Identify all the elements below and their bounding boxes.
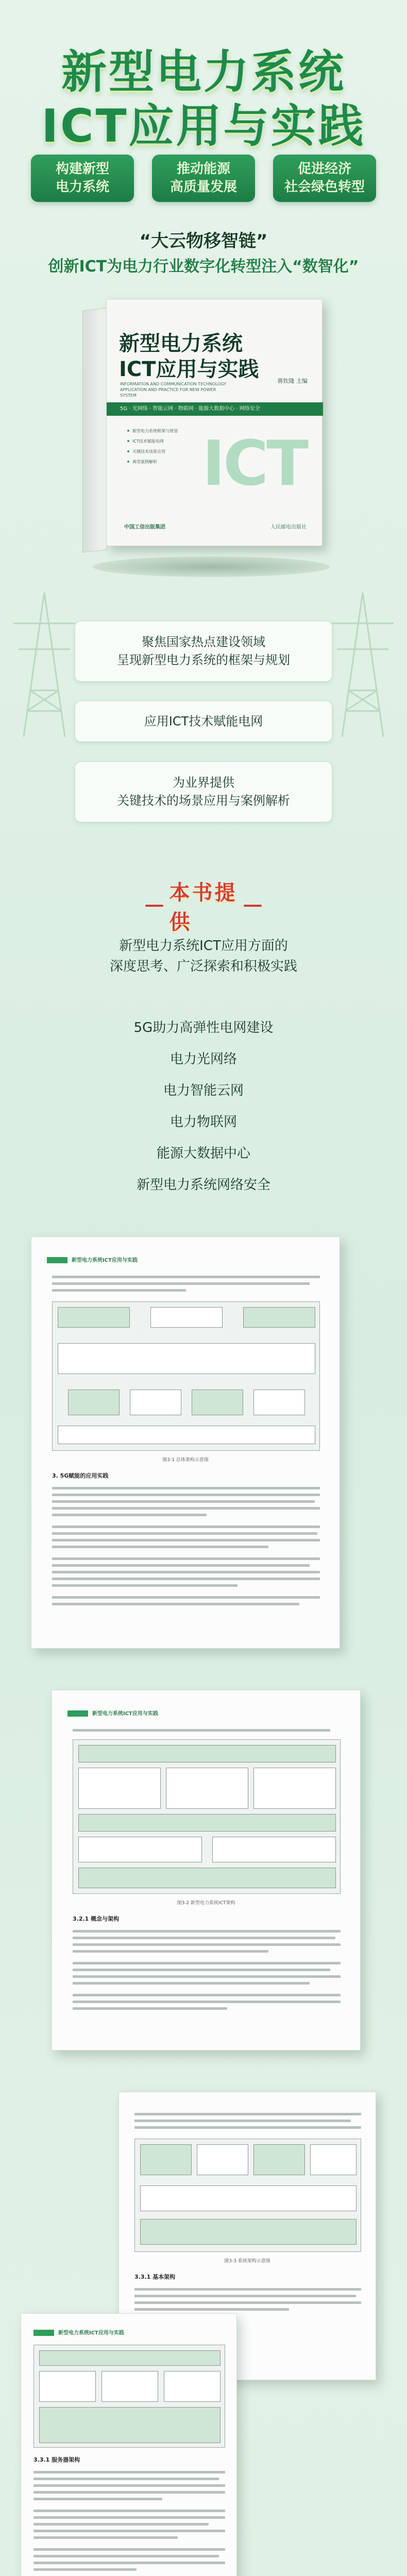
- banner-dash: [145, 905, 163, 907]
- figure-caption: 图3-2 新型电力系统ICT架构: [177, 1901, 235, 1906]
- figure-caption: 图3-3 系统架构示意图: [224, 2259, 270, 2264]
- feature-text: 关键技术的场景应用与案例解析: [117, 793, 290, 808]
- section-heading: 3.3.1 基本架构: [134, 2274, 176, 2280]
- provide-subtitle-2: 深度思考、广泛探索和积极实践: [109, 959, 297, 974]
- section-heading: 3.2.1 概念与架构: [73, 1916, 120, 1922]
- cover-list-item: 典型案例解析: [127, 459, 210, 465]
- page-header: 新型电力系统ICT应用与实践: [67, 1709, 158, 1717]
- hero-title-line2: ICT应用与实践: [41, 99, 366, 152]
- page-diagram: [33, 2345, 225, 2448]
- cover-list-item: 关键技术场景应用: [127, 449, 210, 454]
- hero-slogan-1: “大云物移智链”: [139, 231, 268, 251]
- provide-subtitle-1: 新型电力系统ICT应用方面的: [119, 938, 288, 954]
- cover-title-2: ICT应用与实践: [119, 358, 259, 381]
- hero-section: [0, 0, 407, 608]
- tag-text: 促进经济: [297, 161, 351, 177]
- cover-editor: 蒋钦隆 主编: [277, 378, 308, 384]
- banner-dash: [244, 905, 262, 907]
- tag-text: 构建新型: [55, 161, 109, 177]
- hero-slogan-2: 创新ICT为电力行业数字化转型注入“数智化”: [48, 258, 359, 276]
- feature-text: 应用ICT技术赋能电网: [144, 714, 263, 728]
- topic-item: 新型电力系统网络安全: [136, 1177, 270, 1193]
- tag-text: 推动能源: [176, 161, 230, 177]
- section-heading: 3.3.1 服务器架构: [33, 2456, 80, 2463]
- page-diagram: [134, 2139, 361, 2252]
- hero-tag-2: [152, 155, 255, 202]
- feature-card-1: [75, 621, 332, 682]
- page-diagram: [52, 1301, 320, 1451]
- page-header: 新型电力系统ICT应用与实践: [47, 1256, 138, 1263]
- figure-caption: 图3-1 总体架构示意图: [162, 1458, 209, 1463]
- provide-banner-text: 本书提供: [169, 881, 238, 934]
- page-diagram: [73, 1739, 341, 1894]
- section-heading: 3. 5G赋能的应用实践: [52, 1472, 109, 1479]
- hero-tag-1: [31, 155, 134, 202]
- tag-text: 高质量发展: [169, 179, 237, 195]
- topic-item: 电力智能云网: [163, 1083, 244, 1098]
- feature-text: 呈现新型电力系统的框架与规划: [117, 653, 290, 667]
- book-front: [106, 299, 323, 546]
- cover-ict-letters: ICT: [202, 428, 307, 500]
- cover-publisher: 中国工信出版集团: [124, 524, 165, 530]
- hero-tag-3: [273, 155, 376, 202]
- topic-list: [0, 1012, 407, 1201]
- feature-card-2: [75, 701, 332, 742]
- cover-keyword-bar: 5G · 光网络 · 智能云网 · 物联网 · 能源大数据中心 · 网络安全: [107, 402, 323, 416]
- cover-english-title: INFORMATION AND COMMUNICATION TECHNOLOGY APPLICATION AND PRACTICE FOR NEW POWER SYSTEM: [120, 382, 227, 398]
- sample-page-2: [52, 1690, 361, 2050]
- power-pylon-icon: [3, 587, 86, 742]
- book-cover-image: [62, 289, 350, 577]
- topic-item: 5G助力高弹性电网建设: [133, 1020, 274, 1036]
- topic-item: 能源大数据中心: [156, 1146, 250, 1161]
- feature-text: 为业界提供: [173, 775, 234, 790]
- tag-text: 社会绿色转型: [284, 179, 365, 195]
- tag-text: 电力系统: [55, 179, 109, 195]
- cover-publisher-2: 人民邮电出版社: [270, 524, 307, 530]
- cover-list-item: ICT技术赋能电网: [127, 438, 210, 444]
- sample-page-1: [31, 1236, 340, 1649]
- hero-tags: [31, 155, 376, 202]
- book-shadow: [93, 556, 330, 577]
- hero-title-line1: 新型电力系统: [61, 45, 346, 98]
- feature-card-3: [75, 761, 332, 822]
- cover-title-1: 新型电力系统: [119, 332, 243, 355]
- cover-list-item: 新型电力系统框架与规划: [127, 428, 210, 434]
- power-pylon-icon: [321, 587, 404, 742]
- book-spine: [82, 308, 107, 552]
- feature-text: 聚焦国家热点建设领域: [142, 635, 265, 650]
- provide-banner: [139, 881, 268, 934]
- sample-page-4: [21, 2313, 237, 2576]
- cover-feature-list: [127, 428, 210, 469]
- topic-item: 电力物联网: [169, 1114, 237, 1130]
- topic-item: 电力光网络: [169, 1052, 237, 1067]
- page-header: 新型电力系统ICT应用与实践: [33, 2328, 124, 2336]
